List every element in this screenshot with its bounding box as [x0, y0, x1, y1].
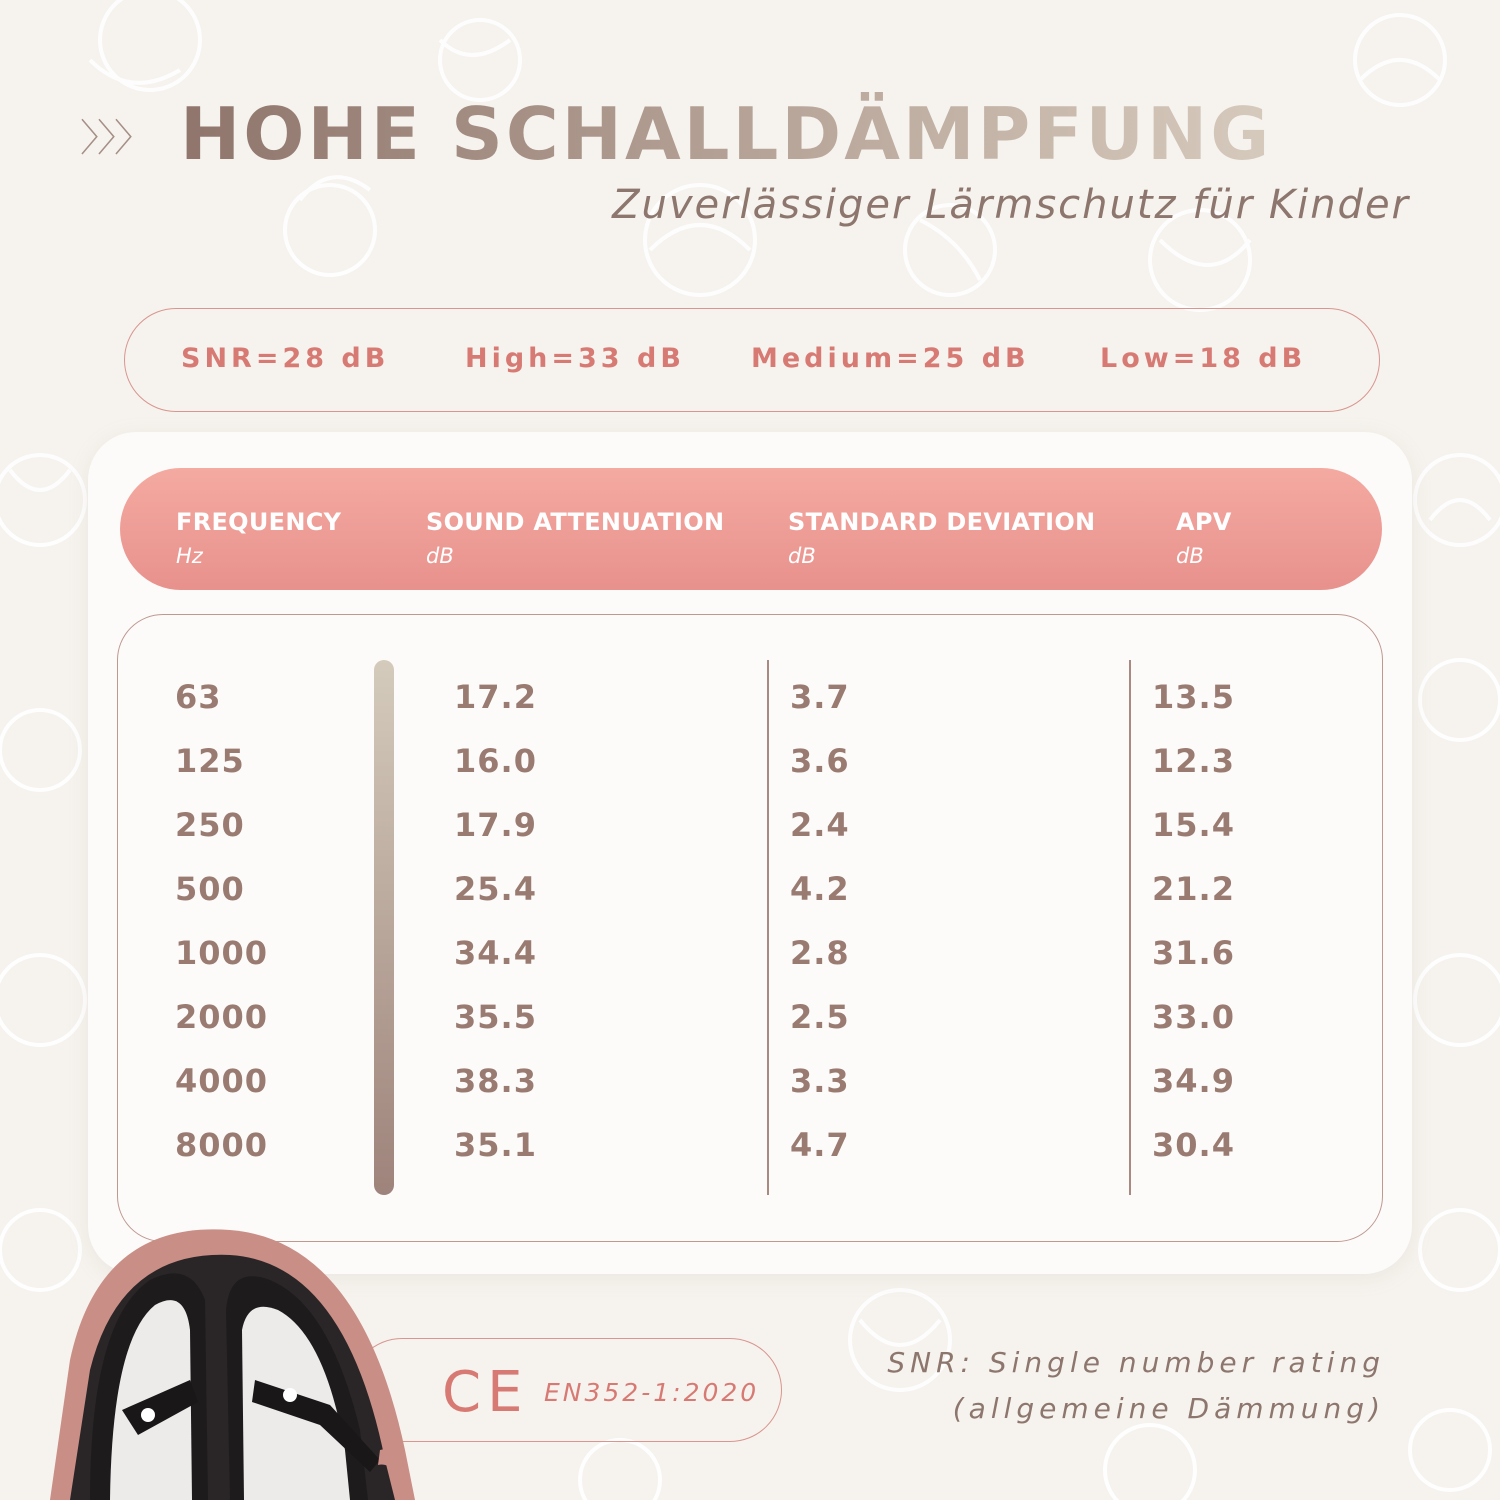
cell-apv: 34.9 — [1152, 1062, 1235, 1100]
cell-frequency: 8000 — [175, 1126, 269, 1164]
header-label: FREQUENCY — [176, 508, 342, 536]
header-attenuation — [426, 508, 724, 568]
cell-frequency: 250 — [175, 806, 245, 844]
header-frequency — [176, 508, 341, 568]
gradient-divider — [374, 660, 394, 1195]
cell-attenuation: 35.5 — [454, 998, 537, 1036]
cell-apv: 21.2 — [1152, 870, 1235, 908]
cell-deviation: 2.4 — [790, 806, 850, 844]
header-unit: Hz — [176, 544, 203, 568]
rating-low: Low=18 dB — [1100, 343, 1307, 374]
cell-frequency: 500 — [175, 870, 245, 908]
cell-deviation: 3.6 — [790, 742, 850, 780]
header-deviation — [788, 508, 1095, 568]
cell-attenuation: 17.9 — [454, 806, 537, 844]
cell-apv: 31.6 — [1152, 934, 1235, 972]
cell-deviation: 3.7 — [790, 678, 850, 716]
cell-apv: 13.5 — [1152, 678, 1235, 716]
rating-snr: SNR=28 dB — [181, 343, 390, 374]
cell-deviation: 2.8 — [790, 934, 850, 972]
rating-medium: Medium=25 dB — [751, 343, 1030, 374]
cell-attenuation: 38.3 — [454, 1062, 537, 1100]
column-divider — [1129, 660, 1131, 1195]
header-unit: dB — [788, 544, 816, 568]
certification-standard: EN352-1:2020 — [544, 1378, 760, 1407]
header-label: SOUND ATTENUATION — [426, 508, 725, 536]
cell-attenuation: 25.4 — [454, 870, 537, 908]
ce-mark-icon: CE — [442, 1360, 529, 1425]
page-subtitle: Zuverlässiger Lärmschutz für Kinder — [612, 182, 1410, 228]
header-apv — [1176, 508, 1232, 568]
cell-deviation: 2.5 — [790, 998, 850, 1036]
cell-attenuation: 16.0 — [454, 742, 537, 780]
cell-attenuation: 17.2 — [454, 678, 537, 716]
cell-apv: 30.4 — [1152, 1126, 1235, 1164]
chevrons-icon: 〉〉〉 — [80, 115, 151, 160]
cell-frequency: 4000 — [175, 1062, 269, 1100]
cell-deviation: 4.7 — [790, 1126, 850, 1164]
header-unit: dB — [426, 544, 454, 568]
column-divider — [767, 660, 769, 1195]
page-title: HOHE SCHALLDÄMPFUNG — [180, 92, 1273, 176]
kids-earmuffs-icon — [30, 1210, 430, 1500]
cell-apv: 15.4 — [1152, 806, 1235, 844]
cell-frequency: 1000 — [175, 934, 269, 972]
header-label: STANDARD DEVIATION — [788, 508, 1096, 536]
cell-frequency: 2000 — [175, 998, 269, 1036]
cell-deviation: 3.3 — [790, 1062, 850, 1100]
footnote-line-2: (allgemeine Dämmung) — [952, 1392, 1385, 1425]
header-unit: dB — [1176, 544, 1204, 568]
cell-attenuation: 35.1 — [454, 1126, 537, 1164]
rating-high: High=33 dB — [465, 343, 685, 374]
cell-frequency: 125 — [175, 742, 245, 780]
cell-deviation: 4.2 — [790, 870, 850, 908]
header-label: APV — [1176, 508, 1232, 536]
cell-apv: 12.3 — [1152, 742, 1235, 780]
cell-apv: 33.0 — [1152, 998, 1235, 1036]
ratings-bar — [124, 308, 1380, 412]
table-header — [120, 468, 1382, 590]
footnote-line-1: SNR: Single number rating — [887, 1346, 1385, 1379]
title-row — [80, 92, 1272, 176]
cell-frequency: 63 — [175, 678, 222, 716]
cell-attenuation: 34.4 — [454, 934, 537, 972]
